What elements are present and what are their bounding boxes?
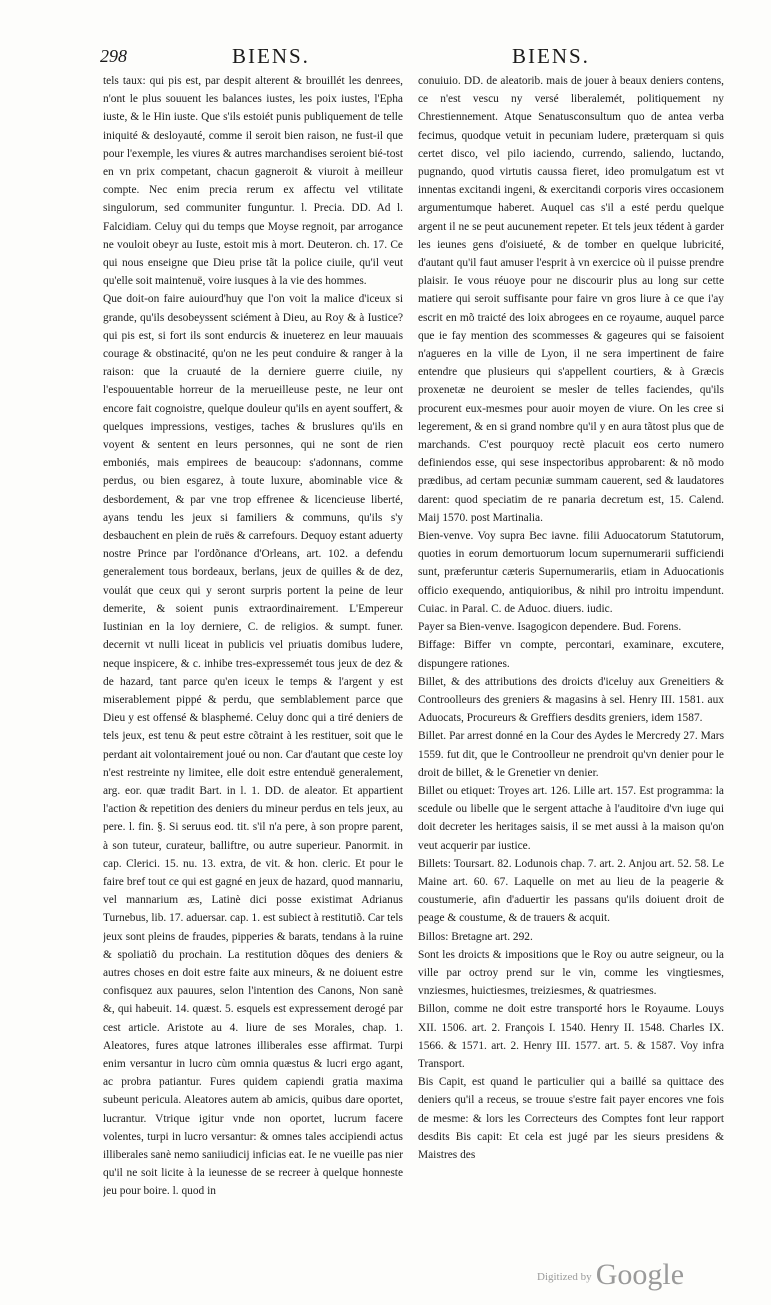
watermark-prefix: Digitized by (537, 1271, 592, 1284)
google-logo: Google (595, 1258, 685, 1291)
entry-billos: Billos: Bretagne art. 292. (418, 930, 533, 943)
digitized-watermark (537, 1258, 684, 1292)
entry-billet-etiquet: Billet ou etiquet: Troyes art. 126. Lille art. 157. Est programma: la scedule ou libelle que le sergent attache à l'auditoire d'vn iuge qui doit decreter les heritages saisis, il se met aussi à la maison qu'on veut acquerir par iustice. (418, 784, 724, 852)
page-header (100, 44, 740, 68)
entry-billet: Billet, & des attributions des droicts d'iceluy aux Greneitiers & Controolleurs des greniers & magasins à sel. Henry III. 1581. aux Aduocats, Procureurs & Greffiers desdits greniers, idem 1587. (418, 675, 724, 725)
entry-droicts: Sont les droicts & impositions que le Roy ou autre seigneur, ou la ville par octroy prend sur le vin, comme les vingtiesmes, vnziesmes, huictiesmes, treiziesmes, & quatriesmes. (418, 948, 724, 998)
entry-payer-bien-venue: Payer sa Bien-venve. Isagogicon dependere. Bud. Forens. (418, 621, 682, 634)
right-column (418, 72, 724, 1202)
page-number: 298 (100, 46, 127, 66)
entry-billet-arrest: Billet. Par arrest donné en la Cour des Aydes le Mercredy 27. Mars 1559. fut dit, que le Controolleur ne prendroit qu'vn denier pour le droit de billet, & le Grenetier vn denier. (418, 730, 724, 779)
left-column (103, 72, 403, 1242)
left-paragraph: Que doit-on faire auiourd'huy que l'on voit la malice d'iceux si grande, qu'ils desobeyssent sciément à Dieu, au Roy & à Iustice? qui pis est, si fort ils sont endurcis & inueterez en leur mauuais courage & obstinacité, qu'on ne les peut conduire & ranger à la raison: que la cruauté de la derniere guerre ciuile, ny l'espouuentable horreur de la merueilleuse peste, ne leur ont encore fait cognoistre, quelque douleur qu'ils en ayent souffert, & quelques impressions, vestiges, taches & bruslures qu'ils en voyent & sentent en leurs personnes, qui ne sont de rien emboniés, mais empirees de beaucoup: s'adonnans, comme perdus, ou bien esgarez, à toute luxure, abominable vice & desbordement, & par vne trop effrenee & licencieuse liberté, ayans tendu les jeux si familiers & communs, qu'ils s'y desbauchent en plein de ruës & carrefours. Dequoy estant aduerty nostre Prince par l'ordõnance d'Orleans, art. 102. a defendu generalement tous bordeaux, berlans, jeux de quilles & de dez, voulát que ceux qui y seront surpris portent la peine de leur demerite, & soient punis extraordinairement. L'Empereur Iustinian en la loy derniere, C. de religios. & sumpt. funer. decernit vt nulli liceat in publicis vel priuatis domibus ludere, neque inspicere, & c. inhibe tres-expressemét tous jeux de dez & de hazard, tant parce qu'en iceux le temps & l'argent y est miserablement pippé & perdu, que semblablement parce que Dieu y est offensé & blasphemé. Celuy donc qui a tiré deniers de tels jeux, est tenu & peut estre cõtraint à les restituer, soit que le perdant ait volontairement joué ou non. Car d'autant que ceste loy n'est restreinte ny limitee, elle doit estre entenduë generalement, arg. eor. quæ tradit Bart. in l. 1. DD. de aleator. Et appartient l'action & repetition des deniers du mineur perdus en tels jeux, au pere. l. fin. §. Si seruus eod. tit. s'il n'a pere, à son propre parent, à son tuteur, curateur, balliftre, ou autre superieur. Panormit. in cap. Clerici. 15. nu. 13. extra, de vit. & hon. cleric. Et pour le faire bref tout ce qui est gagné en jeux de hazard, quod mannariu, vel mannarium æs, Latinè dici posse existimat Adrianus Turnebus, lib. 17. aduersar. cap. 1. est subiect à restitutiõ. Car tels jeux sont pleins de fraudes, pipperies & barats, tendans à la ruine & spoliatiõ du prochain. La restitution dõques des deniers & autres choses en doit estre faite aux mineurs, & ne doiuent estre confisquez aux pauures, selon l'intention des Canons, Non sanè &, qui habeuit. 14. quæst. 5. esquels est expressement derogé par cest article. Aristote au 4. liure de ses Morales, chap. 1. Aleatores, fures atque latrones illiberales esse affirmat. Turpi enim versantur in lucro cùm omnia quæstus & lucri ergo agant, ac probra patiantur. Fures quidem capiendi gratia maxima subeunt pericula. Aleatores autem ab amicis, quibus dare oportet, lucrantur. Vtrique igitur vnde non oportet, lucrum facere volentes, turpi in lucro versantur: & omnes tales accipiendi actus illiberales sanè nemo saniiudicij inficias eat. Ie ne vueille pas nier qu'il ne soit licite à la ieunesse de se recreer à quelque honneste jeu pour boire. l. quod in (103, 293, 403, 1198)
entry-biffage: Biffage: Biffer vn compte, percontari, examinare, excutere, dispungere rationes. (418, 639, 724, 670)
entry-billets: Billets: Toursart. 82. Lodunois chap. 7. art. 2. Anjou art. 52. 58. Le Maine art. 60. 67. Laquelle on met au lieu de la peagerie & coustumerie, afin d'aduertir les passans qu'ils doiuent droit de peage & coustume, & de trauers & acquit. (418, 857, 724, 925)
running-head-right: BIENS. (512, 44, 590, 68)
left-paragraph: tels taux: qui pis est, par despit alterent & brouillét les denrees, n'ont le plus souuent les balances iustes, les poix iustes, l'Epha iuste, & le Hin iuste. Que s'ils estoiét punis publiquement de telle iniquité & desloyauté, comme il seroit bien raison, ne fust-il que pour l'exemple, les viures & autres marchandises seroient bié-tost en vn prix competant, chacun gagneroit & viuroit à meilleur compte. Nec enim precia rerum ex affectu vel vtilitate singulorum, sed communiter funguntur. l. Precia. DD. Ad l. Falcidiam. Celuy qui du temps que Moyse regnoit, par arrogance ne vouloit obeyr au Iuste, estoit mis à mort. Deuteron. ch. 17. Ce qui nous enseigne que Dieu prise tãt la police ciuile, qu'il veut qu'elle soit maintenuë, voire iusques à la vie des hommes. (103, 75, 403, 288)
running-head-left: BIENS. (232, 44, 310, 68)
entry-bien-venue: Bien-venve. Voy supra Bec iavne. filii Aduocatorum Statutorum, quoties in eorum demortuorum locum supernumerarii sufficiendi sunt, præferuntur cæteris Supernumerariis, etiam in Aduocationis officio exequendo, antiquioribus, & nihil pro introitu impendunt. Cuiac. in Paral. C. de Aduoc. diuers. iudic. (418, 530, 724, 615)
right-paragraph: conuiuio. DD. de aleatorib. mais de jouer à beaux deniers contens, ce n'est vescu ny versé liberalemét, politiquement ny Chrestiennement. Atque Senatusconsultum quo de antea verba fecimus, quodque vetuit in pecuniam ludere, præterquam si quis certet disco, vel pilo iaciendo, currendo, saliendo, luctando, pugnando, quod virtutis caussa fieret, ideo promulgatum est vt innentas excitandi ingeni, & exercitandi corporis vires occasionem argumentumque haberet. Auquel cas s'il a esté perdu quelque argent il ne se peut aucunement repeter. Et tels jeux tédent à garder les ieunes gens d'oisiueté, & de tomber en quelque lubricité, d'autant qu'il faut amuser l'esprit à vn exercice où il puisse prendre plaisir. Ie vous réuoye pour ne discourir plus au long sur cette matiere qui seroit suffisante pour faire vn gros liure à ce que i'ay escrit en mõ traicté des loix abrogees en ce royaume, auquel parce que ie fay mention des scommesses & gageures qui se faisoient n'agueres en la ville de Lyon, il ne sera impertinent de faire entendre que plusieurs qui s'appellent courtiers, & à Græcis proxenetæ ne deuroient se mesler de telles faciendes, qu'ils procurent eux-mesmes pour auoir moyen de viure. On les cree si legerement, & en si grand nombre qu'il y en aura tãtost plus que de marchands. C'est pourquoy rectè placuit eos certo numero definiendos esse, qui sese inspectoribus approbarent: & nõ modo prædibus, ad certam pecuniæ summam cauerent, sed & laudatores darent: quod speciatim de re panaria decretum est, 15. Calend. Maij 1570. post Martinalia. (418, 75, 724, 524)
entry-bis-capit: Bis Capit, est quand le particulier qui a baillé sa quittace des deniers qu'il a receus, se trouue s'estre fait payer encores vne fois de mesme: & lors les Correcteurs des Comptes font leur rapport desdits Bis capit: Et cela est jugé par les sieurs presidens & Maistres des (418, 1076, 724, 1161)
entry-billon: Billon, comme ne doit estre transporté hors le Royaume. Louys XII. 1506. art. 2. François I. 1540. Henry II. 1548. Charles IX. 1566. & 1571. art. 2. Henry III. 1577. art. 5. & 1587. Voy infra Transport. (418, 1003, 724, 1070)
